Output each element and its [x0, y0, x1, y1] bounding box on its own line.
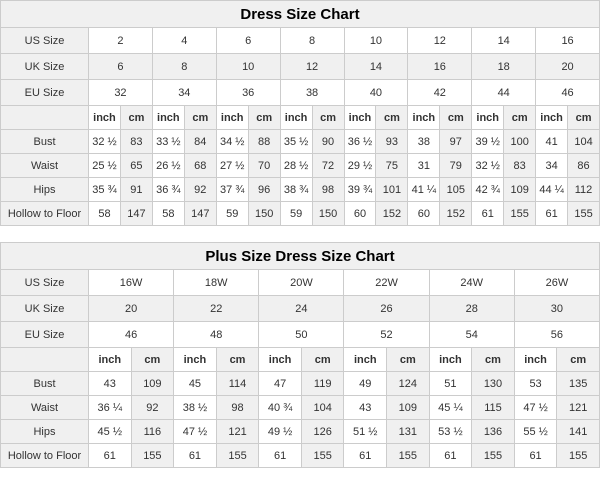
- measure-value: 115: [472, 396, 515, 420]
- size-chart-table: [0, 0, 600, 226]
- measure-value: 150: [248, 202, 280, 226]
- size-value: 2: [89, 28, 153, 54]
- measure-value: 39 ½: [472, 130, 504, 154]
- measure-value: 152: [376, 202, 408, 226]
- measure-value: 38: [408, 130, 440, 154]
- size-value: 24W: [429, 270, 514, 296]
- size-value: 42: [408, 80, 472, 106]
- measure-value: 53 ½: [429, 420, 472, 444]
- unit-inch-label: inch: [344, 348, 387, 372]
- measure-value: 109: [131, 372, 174, 396]
- row-label: Hollow to Floor: [1, 444, 89, 468]
- unit-cm-label: cm: [440, 106, 472, 130]
- row-label: UK Size: [1, 296, 89, 322]
- measure-value: 29 ½: [344, 154, 376, 178]
- size-value: 46: [89, 322, 174, 348]
- table-row: [1, 80, 600, 106]
- measure-value: 75: [376, 154, 408, 178]
- table-row: [1, 420, 600, 444]
- measure-value: 136: [472, 420, 515, 444]
- size-value: 38: [280, 80, 344, 106]
- table-row: [1, 202, 600, 226]
- table-row: [1, 28, 600, 54]
- measure-value: 38 ¾: [280, 178, 312, 202]
- measure-value: 155: [301, 444, 344, 468]
- measure-value: 33 ½: [152, 130, 184, 154]
- measure-value: 40 ¾: [259, 396, 302, 420]
- table-row: [1, 296, 600, 322]
- measure-value: 26 ½: [152, 154, 184, 178]
- unit-cm-label: cm: [120, 106, 152, 130]
- size-value: 8: [280, 28, 344, 54]
- size-value: 32: [89, 80, 153, 106]
- measure-value: 51 ½: [344, 420, 387, 444]
- size-value: 46: [536, 80, 600, 106]
- measure-value: 105: [440, 178, 472, 202]
- row-label-empty: [1, 348, 89, 372]
- measure-value: 32 ½: [472, 154, 504, 178]
- measure-value: 152: [440, 202, 472, 226]
- measure-value: 155: [504, 202, 536, 226]
- measure-value: 155: [557, 444, 600, 468]
- measure-value: 104: [301, 396, 344, 420]
- unit-inch-label: inch: [174, 348, 217, 372]
- row-label: US Size: [1, 28, 89, 54]
- measure-value: 91: [120, 178, 152, 202]
- unit-inch-label: inch: [152, 106, 184, 130]
- size-chart-table: [0, 242, 600, 468]
- table-row: [1, 372, 600, 396]
- table-row: [1, 106, 600, 130]
- measure-value: 104: [568, 130, 600, 154]
- unit-inch-label: inch: [536, 106, 568, 130]
- size-value: 14: [344, 54, 408, 80]
- size-value: 26W: [514, 270, 599, 296]
- unit-cm-label: cm: [184, 106, 216, 130]
- measure-value: 79: [440, 154, 472, 178]
- measure-value: 36 ¼: [89, 396, 132, 420]
- measure-value: 141: [557, 420, 600, 444]
- size-value: 16: [408, 54, 472, 80]
- measure-value: 84: [184, 130, 216, 154]
- measure-value: 35 ½: [280, 130, 312, 154]
- measure-value: 61: [429, 444, 472, 468]
- row-label: US Size: [1, 270, 89, 296]
- size-value: 20: [89, 296, 174, 322]
- measure-value: 49 ½: [259, 420, 302, 444]
- measure-value: 60: [344, 202, 376, 226]
- size-value: 54: [429, 322, 514, 348]
- measure-value: 61: [514, 444, 557, 468]
- measure-value: 97: [440, 130, 472, 154]
- unit-cm-label: cm: [312, 106, 344, 130]
- measure-value: 83: [120, 130, 152, 154]
- size-value: 16W: [89, 270, 174, 296]
- measure-value: 121: [216, 420, 259, 444]
- measure-value: 45 ¼: [429, 396, 472, 420]
- table-row: [1, 270, 600, 296]
- table-row: [1, 396, 600, 420]
- measure-value: 147: [120, 202, 152, 226]
- measure-value: 101: [376, 178, 408, 202]
- measure-value: 41: [536, 130, 568, 154]
- measure-value: 98: [312, 178, 344, 202]
- measure-value: 86: [568, 154, 600, 178]
- measure-value: 60: [408, 202, 440, 226]
- measure-value: 90: [312, 130, 344, 154]
- row-label: UK Size: [1, 54, 89, 80]
- row-label: EU Size: [1, 80, 89, 106]
- size-value: 44: [472, 80, 536, 106]
- measure-value: 32 ½: [89, 130, 121, 154]
- size-value: 14: [472, 28, 536, 54]
- unit-cm-label: cm: [568, 106, 600, 130]
- unit-cm-label: cm: [557, 348, 600, 372]
- measure-value: 61: [259, 444, 302, 468]
- measure-value: 130: [472, 372, 515, 396]
- row-label: Bust: [1, 372, 89, 396]
- unit-cm-label: cm: [376, 106, 408, 130]
- size-value: 48: [174, 322, 259, 348]
- unit-cm-label: cm: [248, 106, 280, 130]
- measure-value: 59: [216, 202, 248, 226]
- measure-value: 58: [152, 202, 184, 226]
- measure-value: 109: [387, 396, 430, 420]
- row-label: Hollow to Floor: [1, 202, 89, 226]
- measure-value: 70: [248, 154, 280, 178]
- measure-value: 34 ½: [216, 130, 248, 154]
- table-row: [1, 154, 600, 178]
- unit-inch-label: inch: [344, 106, 376, 130]
- size-value: 10: [344, 28, 408, 54]
- measure-value: 155: [216, 444, 259, 468]
- measure-value: 92: [131, 396, 174, 420]
- row-label-empty: [1, 106, 89, 130]
- measure-value: 131: [387, 420, 430, 444]
- table-row: [1, 178, 600, 202]
- table-row: [1, 348, 600, 372]
- measure-value: 28 ½: [280, 154, 312, 178]
- measure-value: 25 ½: [89, 154, 121, 178]
- measure-value: 44 ¼: [536, 178, 568, 202]
- measure-value: 36 ¾: [152, 178, 184, 202]
- measure-value: 109: [504, 178, 536, 202]
- measure-value: 155: [472, 444, 515, 468]
- size-value: 12: [408, 28, 472, 54]
- size-value: 20W: [259, 270, 344, 296]
- size-value: 52: [344, 322, 429, 348]
- measure-value: 155: [568, 202, 600, 226]
- measure-value: 49: [344, 372, 387, 396]
- measure-value: 59: [280, 202, 312, 226]
- unit-inch-label: inch: [89, 106, 121, 130]
- measure-value: 100: [504, 130, 536, 154]
- table-row: [1, 444, 600, 468]
- size-value: 10: [216, 54, 280, 80]
- unit-cm-label: cm: [131, 348, 174, 372]
- measure-value: 61: [174, 444, 217, 468]
- measure-value: 51: [429, 372, 472, 396]
- table-row: [1, 54, 600, 80]
- measure-value: 155: [131, 444, 174, 468]
- chart-title: Plus Size Dress Size Chart: [1, 243, 600, 270]
- size-value: 22: [174, 296, 259, 322]
- table-row: [1, 322, 600, 348]
- unit-cm-label: cm: [216, 348, 259, 372]
- chart-title: Dress Size Chart: [1, 1, 600, 28]
- measure-value: 126: [301, 420, 344, 444]
- size-value: 24: [259, 296, 344, 322]
- plus-size-dress-size-chart: [0, 242, 600, 468]
- size-value: 20: [536, 54, 600, 80]
- table-gap: [0, 226, 600, 242]
- size-value: 34: [152, 80, 216, 106]
- size-value: 8: [152, 54, 216, 80]
- size-value: 18W: [174, 270, 259, 296]
- measure-value: 155: [387, 444, 430, 468]
- size-value: 4: [152, 28, 216, 54]
- unit-inch-label: inch: [89, 348, 132, 372]
- measure-value: 116: [131, 420, 174, 444]
- measure-value: 61: [536, 202, 568, 226]
- size-value: 36: [216, 80, 280, 106]
- measure-value: 43: [344, 396, 387, 420]
- measure-value: 34: [536, 154, 568, 178]
- row-label: Hips: [1, 178, 89, 202]
- unit-cm-label: cm: [472, 348, 515, 372]
- size-value: 6: [89, 54, 153, 80]
- table-row: [1, 130, 600, 154]
- measure-value: 68: [184, 154, 216, 178]
- measure-value: 45: [174, 372, 217, 396]
- unit-inch-label: inch: [408, 106, 440, 130]
- size-value: 26: [344, 296, 429, 322]
- measure-value: 41 ¼: [408, 178, 440, 202]
- unit-inch-label: inch: [216, 106, 248, 130]
- measure-value: 47 ½: [174, 420, 217, 444]
- size-value: 30: [514, 296, 599, 322]
- size-value: 12: [280, 54, 344, 80]
- size-value: 22W: [344, 270, 429, 296]
- measure-value: 61: [344, 444, 387, 468]
- size-value: 28: [429, 296, 514, 322]
- measure-value: 96: [248, 178, 280, 202]
- unit-inch-label: inch: [472, 106, 504, 130]
- measure-value: 42 ¾: [472, 178, 504, 202]
- measure-value: 47 ½: [514, 396, 557, 420]
- measure-value: 61: [472, 202, 504, 226]
- row-label: Bust: [1, 130, 89, 154]
- row-label: EU Size: [1, 322, 89, 348]
- measure-value: 55 ½: [514, 420, 557, 444]
- measure-value: 35 ¾: [89, 178, 121, 202]
- measure-value: 65: [120, 154, 152, 178]
- measure-value: 27 ½: [216, 154, 248, 178]
- size-value: 16: [536, 28, 600, 54]
- unit-cm-label: cm: [301, 348, 344, 372]
- unit-inch-label: inch: [514, 348, 557, 372]
- measure-value: 147: [184, 202, 216, 226]
- size-value: 18: [472, 54, 536, 80]
- size-value: 40: [344, 80, 408, 106]
- measure-value: 37 ¾: [216, 178, 248, 202]
- size-value: 50: [259, 322, 344, 348]
- measure-value: 61: [89, 444, 132, 468]
- measure-value: 43: [89, 372, 132, 396]
- measure-value: 31: [408, 154, 440, 178]
- table-row: [1, 243, 600, 270]
- unit-inch-label: inch: [280, 106, 312, 130]
- measure-value: 38 ½: [174, 396, 217, 420]
- row-label: Waist: [1, 154, 89, 178]
- measure-value: 83: [504, 154, 536, 178]
- measure-value: 92: [184, 178, 216, 202]
- measure-value: 112: [568, 178, 600, 202]
- unit-cm-label: cm: [504, 106, 536, 130]
- dress-size-chart: [0, 0, 600, 226]
- measure-value: 53: [514, 372, 557, 396]
- unit-cm-label: cm: [387, 348, 430, 372]
- unit-inch-label: inch: [259, 348, 302, 372]
- measure-value: 72: [312, 154, 344, 178]
- measure-value: 119: [301, 372, 344, 396]
- measure-value: 98: [216, 396, 259, 420]
- measure-value: 121: [557, 396, 600, 420]
- measure-value: 47: [259, 372, 302, 396]
- unit-inch-label: inch: [429, 348, 472, 372]
- row-label: Hips: [1, 420, 89, 444]
- measure-value: 58: [89, 202, 121, 226]
- measure-value: 135: [557, 372, 600, 396]
- measure-value: 39 ¾: [344, 178, 376, 202]
- size-value: 56: [514, 322, 599, 348]
- measure-value: 36 ½: [344, 130, 376, 154]
- measure-value: 124: [387, 372, 430, 396]
- table-row: [1, 1, 600, 28]
- measure-value: 88: [248, 130, 280, 154]
- measure-value: 45 ½: [89, 420, 132, 444]
- measure-value: 114: [216, 372, 259, 396]
- size-value: 6: [216, 28, 280, 54]
- measure-value: 150: [312, 202, 344, 226]
- row-label: Waist: [1, 396, 89, 420]
- measure-value: 93: [376, 130, 408, 154]
